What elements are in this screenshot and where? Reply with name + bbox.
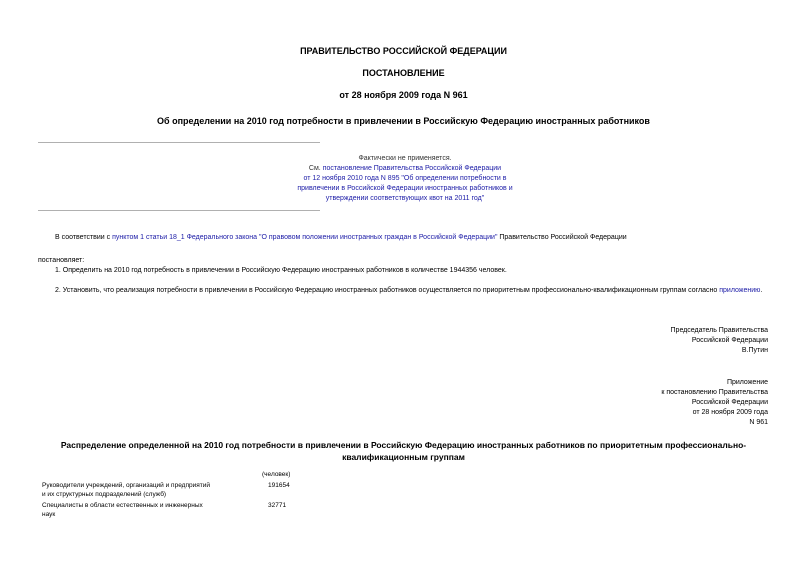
appendix-ref-line-3: Российской Федерации bbox=[691, 399, 768, 406]
see-prefix: См. bbox=[308, 165, 323, 172]
divider-top bbox=[38, 142, 320, 143]
signature-block bbox=[568, 326, 768, 356]
row-value: 191654 bbox=[268, 482, 290, 489]
see-link[interactable]: постановление Правительства Российской Федерации bbox=[322, 165, 502, 172]
appendix-ref-line-2: к постановлению Правительства bbox=[661, 389, 768, 396]
appendix-title-line-2: квалификационным группам bbox=[342, 452, 465, 462]
document-title: Об определении на 2010 год потребности в привлечении в Российскую Федерацию иностранных работников bbox=[157, 116, 650, 126]
row-label bbox=[42, 481, 242, 499]
signature-name: В.Путин bbox=[741, 347, 768, 354]
row-label-line: и их структурных подразделений (служб) bbox=[42, 491, 167, 498]
note-line-4[interactable]: утверждении соответствующих квот на 2011 год" bbox=[325, 195, 485, 202]
note-line-3[interactable]: привлечении в Российской Федерации иностранных работников и bbox=[297, 185, 513, 192]
doc-type-heading: ПОСТАНОВЛЕНИЕ bbox=[362, 68, 445, 78]
note-line-2[interactable]: от 12 ноября 2010 года N 895 "Об определении потребности в bbox=[303, 175, 507, 182]
table-unit: (человек) bbox=[262, 471, 291, 478]
status-text: Фактически не применяется. bbox=[358, 155, 452, 162]
appendix-link[interactable]: приложению bbox=[719, 287, 761, 294]
law-link[interactable]: пунктом 1 статьи 18_1 Федерального закона "О правовом положении иностранных граждан в Российской Федерации" bbox=[112, 234, 498, 241]
date-number: от 28 ноября 2009 года N 961 bbox=[339, 90, 468, 100]
appendix-ref-line-5: N 961 bbox=[749, 419, 768, 426]
appendix-title-line-1: Распределение определенной на 2010 год потребности в привлечении в Российскую Федерацию иностранных работников по приоритетным профессионально- bbox=[60, 440, 747, 450]
row-label-line: Специалисты в области естественных и инженерных bbox=[42, 502, 203, 509]
appendix-ref-line-4: от 28 ноября 2009 года bbox=[692, 409, 768, 416]
intro-suffix: Правительство Российской Федерации bbox=[497, 234, 627, 241]
row-label-line: Руководители учреждений, организаций и предприятий bbox=[42, 482, 210, 489]
row-value: 32771 bbox=[268, 502, 287, 509]
appendix-reference bbox=[568, 378, 768, 428]
appendix-ref-line-1: Приложение bbox=[726, 379, 768, 386]
intro-prefix: В соответствии с bbox=[55, 234, 113, 241]
signature-country: Российской Федерации bbox=[691, 337, 768, 344]
intro-paragraph bbox=[55, 233, 775, 243]
org-heading: ПРАВИТЕЛЬСТВО РОССИЙСКОЙ ФЕДЕРАЦИИ bbox=[300, 46, 507, 56]
item-1: 1. Определить на 2010 год потребность в привлечении в Российскую Федерацию иностранных работников в количестве 1944356 человек. bbox=[55, 267, 507, 274]
status-note bbox=[280, 154, 530, 204]
signature-title: Председатель Правительства bbox=[670, 327, 768, 334]
item-2 bbox=[38, 286, 769, 296]
divider-bottom bbox=[38, 210, 320, 211]
row-label-line: наук bbox=[42, 511, 56, 518]
item-2-text: 2. Установить, что реализация потребности в привлечении в Российскую Федерацию иностранных работников осуществляется по приоритетным профессионально-квалификационным группам согласно bbox=[55, 287, 718, 294]
resolves-text: постановляет: bbox=[38, 257, 85, 264]
appendix-title bbox=[0, 439, 807, 463]
item-2-end: . bbox=[760, 287, 763, 294]
row-label bbox=[42, 501, 242, 519]
